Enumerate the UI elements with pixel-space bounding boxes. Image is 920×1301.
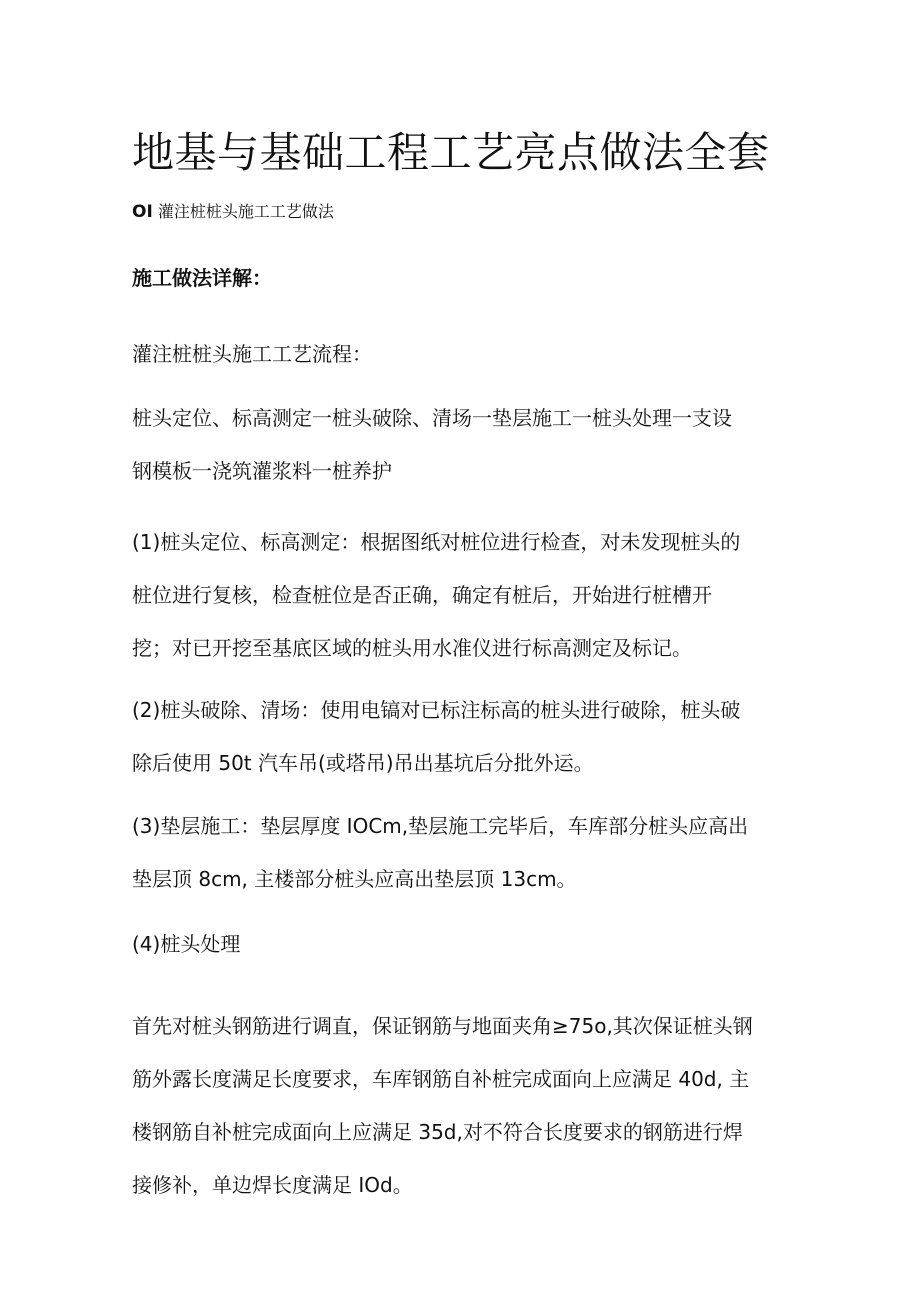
step4-title	[132, 918, 812, 971]
paragraph-line: 首先对桩头钢筋进行调直，保证钢筋与地面夹角≥75o,其次保证桩头钢	[132, 1014, 753, 1038]
section-subtitle	[132, 200, 334, 224]
flow-title	[132, 328, 812, 381]
paragraph-line: 挖；对已开挖至基底区域的桩头用水准仪进行标高测定及标记。	[132, 636, 692, 660]
flow-title-line: 灌注桩桩头施工工艺流程：	[132, 342, 372, 366]
step1-paragraph	[132, 516, 812, 675]
paragraph-line: 桩头定位、标高测定一桩头破除、清场一垫层施工一桩头处理一支设	[132, 406, 732, 430]
paragraph-line: 楼钢筋自补桩完成面向上应满足 35d,对不符合长度要求的钢筋进行焊	[132, 1120, 743, 1144]
document-title: 地基与基础工程工艺亮点做法全套	[132, 128, 770, 177]
step2-paragraph	[132, 684, 812, 790]
paragraph-line: 除后使用 50t 汽车吊(或塔吊)吊出基坑后分批外运。	[132, 751, 594, 775]
step4-paragraph	[132, 1000, 812, 1212]
paragraph-line: 钢模板一浇筑灌浆料一桩养护	[132, 459, 392, 483]
details-heading: 施工做法详解：	[132, 266, 272, 290]
paragraph-line: 筋外露长度满足长度要求，车库钢筋自补桩完成面向上应满足 40d, 主	[132, 1067, 750, 1091]
paragraph-line: 桩位进行复核，检查桩位是否正确，确定有桩后，开始进行桩槽开	[132, 583, 712, 607]
paragraph-line: 垫层顶 8cm, 主楼部分桩头应高出垫层顶 13cm。	[132, 867, 577, 891]
paragraph-line: 接修补，单边焊长度满足 IOd。	[132, 1173, 413, 1197]
paragraph-line: (3)垫层施工：垫层厚度 IOCm,垫层施工完毕后，车库部分桩头应高出	[132, 814, 749, 838]
step3-paragraph	[132, 800, 812, 906]
paragraph-line: (2)桩头破除、清场：使用电镐对已标注标高的桩头进行破除，桩头破	[132, 698, 741, 722]
section-number: OI	[132, 202, 153, 222]
flow-steps-paragraph	[132, 392, 812, 498]
paragraph-line: (1)桩头定位、标高测定：根据图纸对桩位进行检查，对未发现桩头的	[132, 530, 741, 554]
section-subtitle-text: 灌注桩桩头施工工艺做法	[157, 202, 334, 221]
step4-title-line: (4)桩头处理	[132, 932, 241, 956]
